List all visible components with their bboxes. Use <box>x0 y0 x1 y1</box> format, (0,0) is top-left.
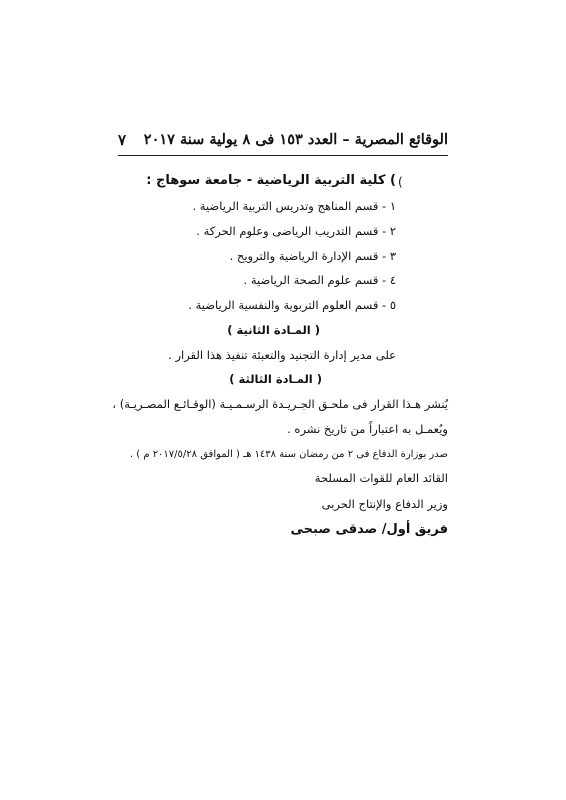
article-three-text-line-2: ويُعمـل به اعتباراً من تاريخ نشره . <box>287 422 448 436</box>
section-open-paren: ( <box>398 175 403 189</box>
signatory-title-line-1: القائد العام للقوات المسلحة <box>314 471 448 485</box>
page-number: ٧ <box>118 131 127 149</box>
gazette-header-title: الوقائع المصرية – العدد ١٥٣ فى ٨ يولية سنة ٢٠١٧ <box>143 131 448 148</box>
article-two-heading: ( المـادة الثانية ) <box>227 323 320 337</box>
article-two-text: على مدير إدارة التجنيد والتعبئة تنفيذ هذا القرار . <box>168 348 396 362</box>
faculty-title: ) كلية التربية الرياضية - جامعة سوهاج : <box>146 173 396 188</box>
article-three-text-line-1: يُنشر هـذا القرار فى ملحـق الجـريـدة الرسـمـيـة (الوقـائـع المصـريـة) ، <box>112 397 448 411</box>
issue-date-line: صدر بوزارة الدفاع فى ٢ من رمضان سنة ١٤٣٨ هـ ( الموافق ٢٠١٧/٥/٢٨ م ) . <box>129 449 448 460</box>
article-three-heading: ( المـادة الثالثة ) <box>229 372 322 386</box>
department-item-1: ١ - قسم المناهج وتدريس التربية الرياضية . <box>192 199 396 213</box>
department-item-4: ٤ - قسم علوم الصحة الرياضية . <box>243 273 396 287</box>
page-header <box>118 131 448 153</box>
header-divider <box>118 155 448 156</box>
department-item-2: ٢ - قسم التدريب الرياضى وعلوم الحركة . <box>196 224 396 238</box>
signatory-title-line-2: وزير الدفاع والإنتاج الحربى <box>321 497 448 511</box>
department-item-3: ٣ - قسم الإدارة الرياضية والترويح . <box>229 249 396 263</box>
department-item-5: ٥ - قسم العلوم التربوية والنفسية الرياضية . <box>188 298 396 312</box>
signatory-name: فريق أول/ صدقى صبحى <box>290 522 448 537</box>
